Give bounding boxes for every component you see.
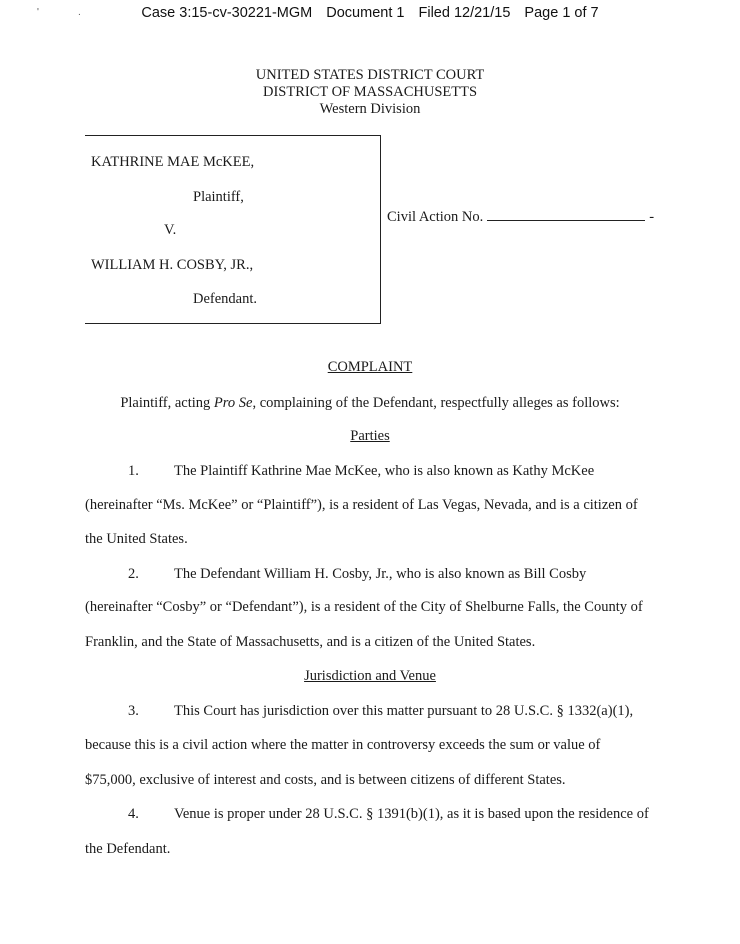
civil-action-label: Civil Action No.: [387, 209, 484, 225]
paragraph-line: the Defendant.: [85, 841, 171, 857]
ecf-header: [0, 5, 740, 21]
court-district: DISTRICT OF MASSACHUSETTS: [262, 84, 478, 100]
paragraph-number: 1.: [128, 463, 139, 479]
paragraph-line: the United States.: [85, 531, 188, 547]
defendant-role: Defendant.: [193, 291, 258, 307]
case-number: Case 3:15-cv-30221-MGM: [141, 5, 313, 21]
paragraph-line: Franklin, and the State of Massachusetts, and is a citizen of the United States.: [85, 634, 536, 650]
scan-mark: ': [37, 7, 39, 18]
section-parties: Parties: [350, 428, 390, 444]
civil-action-blank: [487, 208, 645, 221]
document-number: Document 1: [326, 5, 405, 21]
scan-mark: .: [78, 7, 81, 18]
versus: V.: [164, 222, 177, 238]
paragraph-line: This Court has jurisdiction over this matter pursuant to 28 U.S.C. § 1332(a)(1),: [174, 703, 634, 719]
court-heading: [0, 67, 740, 118]
plaintiff-name: KATHRINE MAE McKEE,: [91, 154, 255, 170]
plaintiff-role: Plaintiff,: [193, 189, 244, 205]
complaint-title: COMPLAINT: [327, 359, 413, 375]
section-jurisdiction: Jurisdiction and Venue: [304, 668, 436, 684]
civil-action-trail: -: [649, 209, 655, 225]
paragraph-line: (hereinafter “Cosby” or “Defendant”), is a resident of the City of Shelburne Falls, the County of: [85, 599, 643, 615]
civil-action-field: [387, 208, 654, 226]
court-division: Western Division: [319, 101, 421, 117]
paragraph-number: 2.: [128, 566, 139, 582]
paragraph-line: (hereinafter “Ms. McKee” or “Plaintiff”), is a resident of Las Vegas, Nevada, and is a citizen of: [85, 497, 638, 513]
page-number: Page 1 of 7: [524, 5, 599, 21]
paragraph-number: 4.: [128, 806, 139, 822]
intro-pro-se: Pro Se: [213, 395, 253, 411]
paragraph-line: The Defendant William H. Cosby, Jr., who is also known as Bill Cosby: [174, 566, 587, 582]
court-name: UNITED STATES DISTRICT COURT: [255, 67, 485, 83]
intro-text: Plaintiff, acting: [120, 395, 214, 411]
intro-paragraph: [0, 395, 740, 412]
defendant-name: WILLIAM H. COSBY, JR.,: [91, 257, 254, 273]
intro-text-end: , complaining of the Defendant, respectfully alleges as follows:: [252, 395, 620, 411]
paragraph-number: 3.: [128, 703, 139, 719]
paragraph-line: because this is a civil action where the matter in controversy exceeds the sum or value of: [85, 737, 601, 753]
paragraph-line: $75,000, exclusive of interest and costs, and is between citizens of different States.: [85, 772, 566, 788]
paragraph-line: The Plaintiff Kathrine Mae McKee, who is also known as Kathy McKee: [174, 463, 595, 479]
filed-date: Filed 12/21/15: [418, 5, 511, 21]
paragraph-line: Venue is proper under 28 U.S.C. § 1391(b)(1), as it is based upon the residence of: [174, 806, 649, 822]
